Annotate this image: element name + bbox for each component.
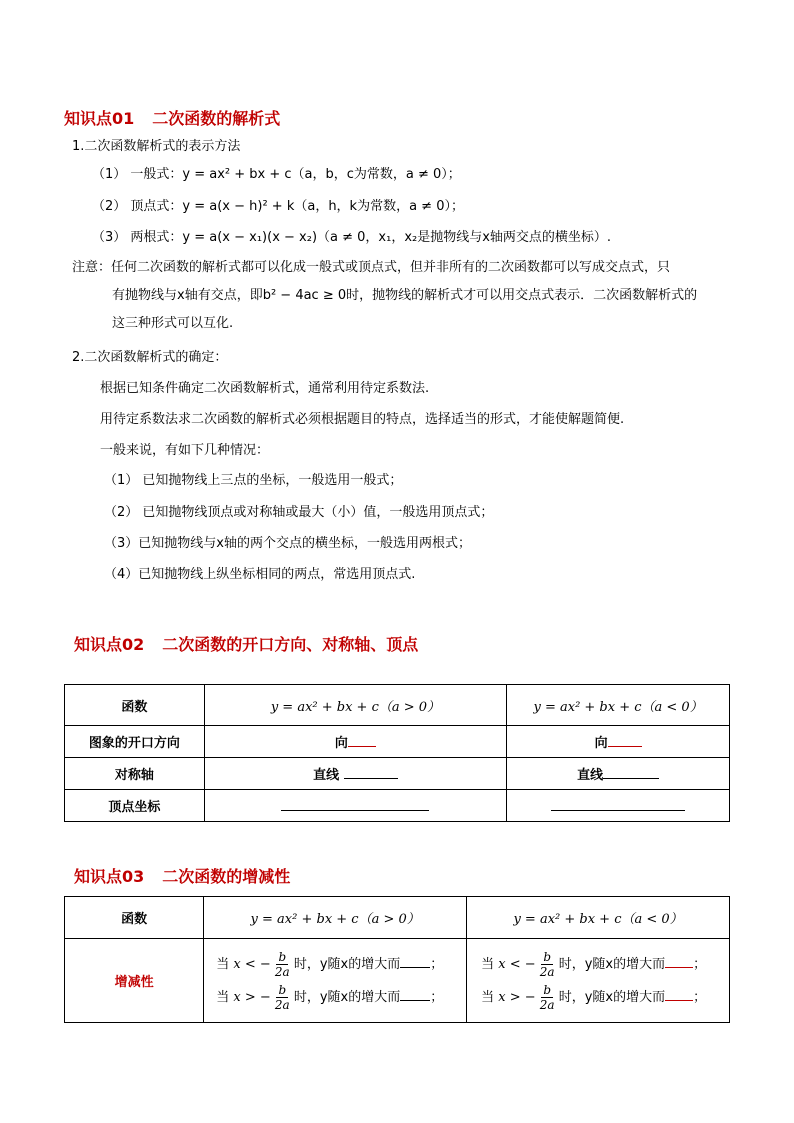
kp1-case1: （1） 已知抛物线上三点的坐标，一般选用一般式； (104, 473, 403, 488)
kp3-monotonic-a-positive (204, 939, 467, 1023)
kp3-frac-den: 2a (539, 997, 555, 1012)
kp2-header-function: 函数 (65, 685, 205, 726)
kp3-neg-right-blank[interactable] (665, 986, 693, 1001)
kp2-row-axis (65, 758, 730, 790)
kp3-pos-left-when: 当 (216, 956, 230, 972)
kp2-axis-a-negative (507, 758, 730, 790)
kp2-axis-a-positive-blank[interactable] (344, 764, 398, 779)
kp3-heading (74, 864, 290, 887)
kp2-axis-a-positive-text: 直线 (313, 768, 340, 783)
kp1-para2: 用待定系数法求二次函数的解析式必须根据题目的特点，选择适当的形式，才能使解题简便. (100, 412, 625, 427)
kp3-monotonic-a-negative (467, 939, 730, 1023)
kp3-neg-left-when: 当 (481, 956, 495, 972)
kp3-neg-right-semi: ； (693, 989, 707, 1005)
kp2-table (64, 684, 730, 822)
kp3-pos-row-right (216, 983, 462, 1012)
kp2-opening-a-negative-text: 向 (594, 736, 608, 751)
kp3-pos-right-fraction (275, 983, 290, 1012)
kp1-para1: 根据已知条件确定二次函数解析式，通常利用待定系数法. (100, 381, 430, 396)
kp2-label: 知识点02 (74, 635, 145, 654)
kp2-axis-a-negative-text: 直线 (577, 768, 604, 783)
kp3-neg-left-semi: ； (693, 956, 707, 972)
kp3-title: 二次函数的增减性 (162, 867, 291, 886)
kp3-neg-right-when: 当 (481, 989, 495, 1005)
kp3-pos-left-fraction (275, 950, 290, 979)
kp2-row-opening-label: 图象的开口方向 (65, 726, 205, 758)
kp2-vertex-a-negative-blank[interactable] (551, 796, 685, 811)
kp2-opening-a-positive-text: 向 (334, 736, 348, 751)
kp1-note-line1: 注意：任何二次函数的解析式都可以化成一般式或顶点式，但并非所有的二次函数都可以写成交点式，只 (72, 260, 671, 275)
kp2-table-header-row (65, 685, 730, 726)
kp3-neg-left-fraction (540, 950, 555, 979)
kp3-pos-left-blank[interactable] (400, 953, 430, 968)
kp3-row-label: 增减性 (65, 939, 204, 1023)
kp1-section2-title: 2.二次函数解析式的确定： (72, 350, 228, 365)
kp1-note-line2: 有抛物线与x轴有交点，即b² − 4ac ≥ 0时，抛物线的解析式才可以用交点式表示．二次函数解析式的 (112, 288, 698, 303)
kp1-case2: （2） 已知抛物线顶点或对称轴或最大（小）值，一般选用顶点式； (104, 505, 494, 520)
kp3-neg-right-ineq: x > − (498, 989, 536, 1005)
kp3-frac-num: b (543, 949, 552, 964)
kp1-case4: （4）已知抛物线上纵坐标相同的两点，常选用顶点式. (104, 567, 416, 582)
kp1-case3: （3）已知抛物线与x轴的两个交点的横坐标，一般选用两根式； (104, 536, 471, 551)
kp3-frac-den: 2a (274, 964, 290, 979)
kp1-item-general: （1） 一般式：y = ax² + bx + c（a，b，c为常数，a ≠ 0）； (92, 167, 461, 182)
kp2-header-a-negative: y = ax² + bx + c（a < 0） (507, 685, 730, 726)
kp3-neg-left-blank[interactable] (665, 953, 693, 968)
kp1-title: 二次函数的解析式 (152, 109, 281, 128)
kp3-frac-num: b (278, 949, 287, 964)
kp1-para3: 一般来说，有如下几种情况： (100, 443, 270, 458)
kp2-row-opening (65, 726, 730, 758)
kp1-note-line3: 这三种形式可以互化. (112, 316, 234, 331)
kp3-neg-row-right (481, 983, 725, 1012)
kp3-table-header-row (65, 897, 730, 939)
kp3-header-a-positive: y = ax² + bx + c（a > 0） (204, 897, 467, 939)
kp2-opening-a-negative (507, 726, 730, 758)
kp3-pos-left-tail: 时，y随x的增大而 (293, 956, 401, 972)
kp2-axis-a-positive (204, 758, 507, 790)
kp3-frac-num: b (278, 982, 287, 997)
kp2-vertex-a-positive (204, 790, 507, 822)
kp3-pos-right-tail: 时，y随x的增大而 (293, 989, 401, 1005)
kp2-header-a-positive: y = ax² + bx + c（a > 0） (204, 685, 507, 726)
kp3-pos-left-ineq: x < − (233, 956, 271, 972)
kp3-pos-right-when: 当 (216, 989, 230, 1005)
kp2-opening-a-positive-blank[interactable] (348, 732, 376, 747)
kp2-title: 二次函数的开口方向、对称轴、顶点 (162, 635, 419, 654)
kp3-label: 知识点03 (74, 867, 145, 886)
kp3-frac-den: 2a (539, 964, 555, 979)
kp3-pos-right-blank[interactable] (400, 986, 430, 1001)
kp2-row-vertex (65, 790, 730, 822)
kp2-vertex-a-positive-blank[interactable] (281, 796, 429, 811)
kp3-neg-right-fraction (540, 983, 555, 1012)
kp2-axis-a-negative-blank[interactable] (603, 764, 659, 779)
kp1-section1-title: 1.二次函数解析式的表示方法 (72, 139, 241, 154)
kp3-header-function: 函数 (65, 897, 204, 939)
kp1-heading (64, 106, 280, 129)
kp3-frac-den: 2a (274, 997, 290, 1012)
kp2-vertex-a-negative (507, 790, 730, 822)
kp3-neg-left-tail: 时，y随x的增大而 (558, 956, 666, 972)
kp3-row-monotonicity (65, 939, 730, 1023)
kp2-row-axis-label: 对称轴 (65, 758, 205, 790)
kp2-opening-a-negative-blank[interactable] (608, 732, 642, 747)
kp3-neg-right-tail: 时，y随x的增大而 (558, 989, 666, 1005)
kp1-item-vertex: （2） 顶点式：y = a(x − h)² + k（a，h，k为常数，a ≠ 0）； (92, 199, 464, 214)
kp3-pos-left-semi: ； (430, 956, 444, 972)
kp3-frac-num: b (543, 982, 552, 997)
kp3-header-a-negative: y = ax² + bx + c（a < 0） (467, 897, 730, 939)
kp2-heading (74, 632, 418, 655)
kp3-pos-right-ineq: x > − (233, 989, 271, 1005)
kp2-opening-a-positive (204, 726, 507, 758)
kp2-row-vertex-label: 顶点坐标 (65, 790, 205, 822)
kp1-item-roots: （3） 两根式：y = a(x − x₁)(x − x₂)（a ≠ 0，x₁，x₂是抛物线与x轴两交点的横坐标）. (92, 230, 612, 245)
kp3-table (64, 896, 730, 1023)
kp3-neg-left-ineq: x < − (498, 956, 536, 972)
kp3-pos-right-semi: ； (430, 989, 444, 1005)
kp3-pos-row-left (216, 950, 462, 979)
kp1-label: 知识点01 (64, 109, 135, 128)
kp3-neg-row-left (481, 950, 725, 979)
